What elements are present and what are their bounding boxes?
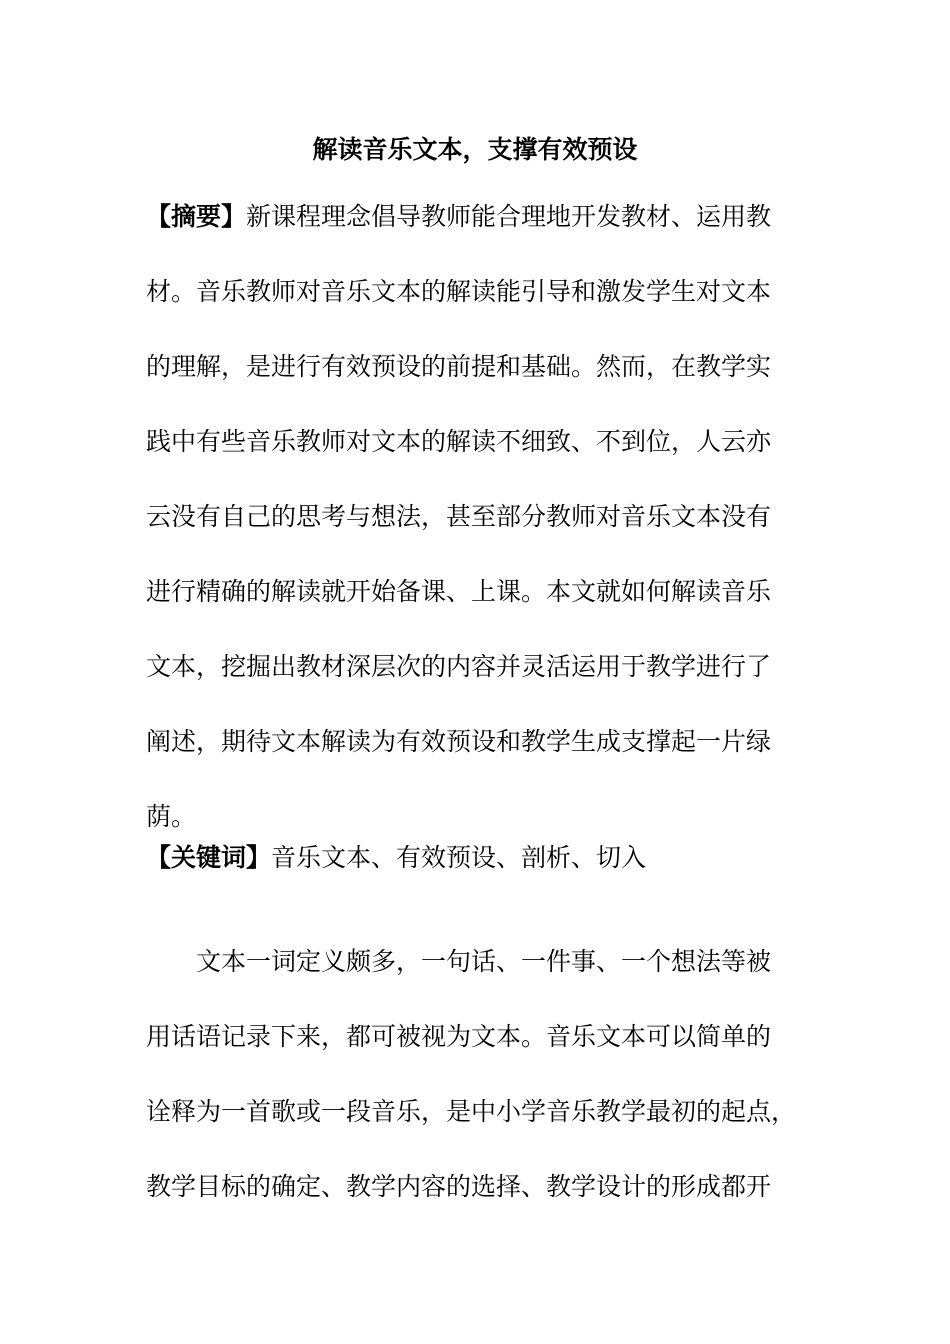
abstract-line [146,179,806,254]
keywords-section [146,840,846,877]
abstract-section [146,179,806,854]
abstract-line: 云没有自己的思考与想法，甚至部分教师对音乐文本没有 [146,502,772,531]
body-line: 用话语记录下来，都可被视为文本。音乐文本可以简单的 [146,1022,772,1051]
keywords-label: 【关键词】 [146,843,272,872]
abstract-line: 材。音乐教师对音乐文本的解读能引导和激发学生对文本 [146,277,772,306]
abstract-line: 的理解，是进行有效预设的前提和基础。然而，在教学实 [146,352,772,381]
body-line: 诠释为一首歌或一段音乐，是中小学音乐教学最初的起点， [146,1097,797,1126]
abstract-line: 阐述，期待文本解读为有效预设和教学生成支撑起一片绿 [146,727,772,756]
abstract-label: 【摘要】 [146,202,247,231]
body-line: 教学目标的确定、教学内容的选择、教学设计的形成都开 [146,1172,772,1201]
body-paragraph [146,924,826,1224]
abstract-line: 文本，挖掘出教材深层次的内容并灵活运用于教学进行了 [146,652,772,681]
abstract-text: 新课程理念倡导教师能合理地开发教材、运用教 [246,202,772,231]
document-title: 解读音乐文本，支撑有效预设 [312,135,638,164]
body-line: 文本一词定义颇多，一句话、一件事、一个想法等被 [196,947,772,976]
abstract-line: 践中有些音乐教师对文本的解读不细致、不到位，人云亦 [146,427,772,456]
keywords-text: 音乐文本、有效预设、剖析、切入 [271,843,647,872]
abstract-line: 荫。 [146,802,197,831]
abstract-line: 进行精确的解读就开始备课、上课。本文就如何解读音乐 [146,577,772,606]
